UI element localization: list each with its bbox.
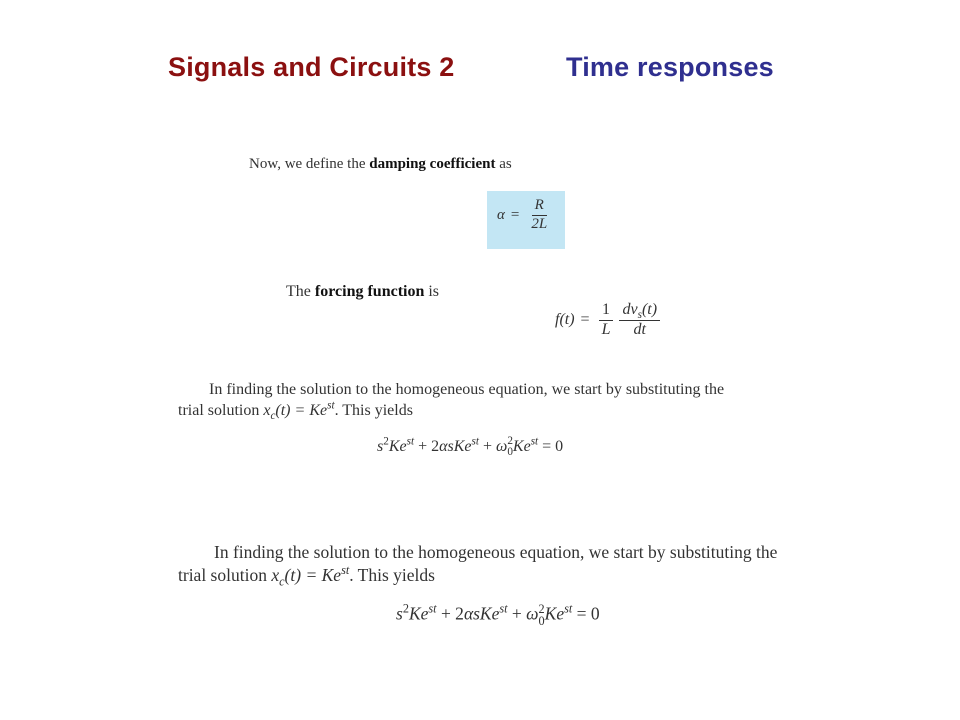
homogeneous-equation-large: $s^2Ke^{st} + 2\alpha sKe^{st} + \omega$ 2 0 $Ke^{st} = 0$ — [396, 601, 600, 629]
homogeneous-text-line-1: In finding the solution to the homogeneous equation, we start by substituting the — [209, 381, 725, 398]
homogeneous-text-line-2: trial solution $x_c(t) = Ke^{st}$. This yields — [178, 399, 413, 423]
damping-definition-text: Now, we define the damping coefficient as — [249, 156, 512, 172]
damping-equation: α = $\frac{R}{2L}$ — [497, 198, 553, 233]
title-course: Signals and Circuits 2 — [168, 52, 455, 82]
title-topic: Time responses — [566, 52, 774, 82]
damping-fraction: $\frac{R}{2L}$ — [531, 197, 548, 232]
homogeneous-text-line-2-large: trial solution $x_c(t) = Ke^{st}$. This yields — [178, 563, 435, 589]
homogeneous-equation: $s^2Ke^{st} + 2\alpha sKe^{st} + \omega$ 2 0 $Ke^{st} = 0$ — [377, 435, 564, 459]
homogeneous-text-line-1-large: In finding the solution to the homogeneous equation, we start by substituting the — [214, 542, 778, 562]
forcing-definition-text: The forcing function is — [286, 283, 440, 300]
forcing-fraction-2: $\frac{dv_s(t)}{dt}$ — [619, 302, 660, 339]
damping-term: damping coefficient — [369, 156, 496, 172]
forcing-equation: f(t) = $\frac{1}{L}$ $\frac{dv_s(t)}{dt}$ — [555, 302, 663, 339]
forcing-term: forcing function — [314, 283, 425, 300]
forcing-fraction-1: $\frac{1}{L}$ — [599, 302, 614, 339]
